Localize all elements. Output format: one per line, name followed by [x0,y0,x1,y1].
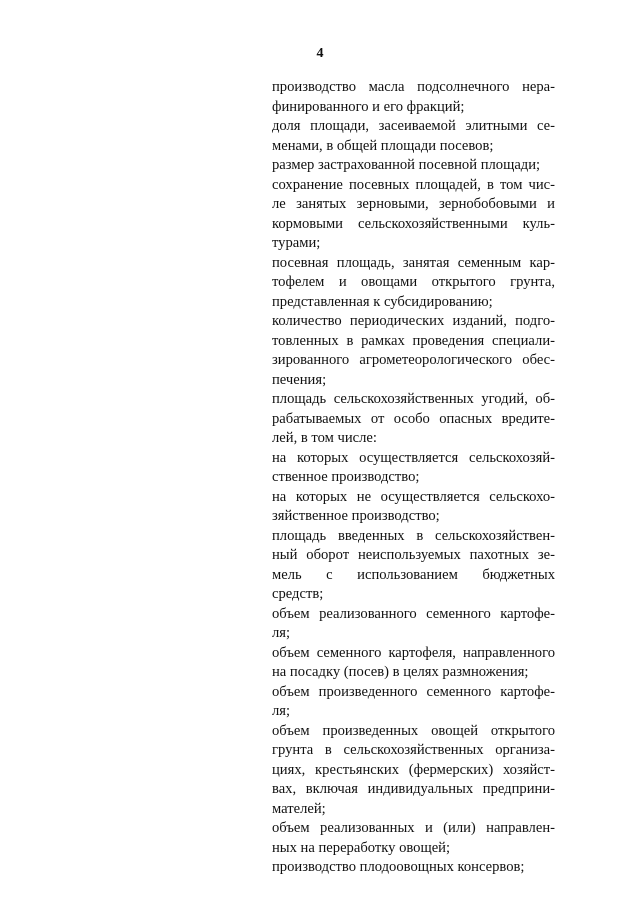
text-line: на посадку (посев) в целях размножения; [272,664,529,680]
text-line: кормовыми сельскохозяйственными куль- [272,215,555,232]
text-line: циях, крестьянских (фермерских) хозяйст- [272,761,555,778]
text-line: на которых не осуществляется сельскохо- [272,488,555,505]
text-line: рабатываемых от особо опасных вредите- [272,410,555,427]
text-line: доля площади, засеиваемой элитными се- [272,118,555,134]
page-number: 4 [316,46,324,61]
text-line: представленная к субсидированию; [272,293,493,310]
text-line: площадь введенных в сельскохозяйствен- [272,527,555,544]
text-line: грунта в сельскохозяйственных организа- [272,742,555,758]
text-line: печения; [272,371,327,388]
text-line: товленных в рамках проведения специали- [272,332,555,349]
text-line: объем произведенных овощей открытого [272,722,555,739]
text-line: мель с использованием бюджетных [272,566,555,583]
text-line: производство масла подсолнечного нера- [272,79,555,95]
text-line: лей, в том числе: [272,430,377,446]
text-line: объем реализованного семенного картофе- [272,605,555,622]
text-line: посевная площадь, занятая семенным кар- [272,254,555,271]
text-line: менами, в общей площади посевов; [272,137,494,154]
text-line: мателей; [272,800,326,817]
text-line: объем произведенного семенного картофе- [272,683,555,700]
text-line: вах, включая индивидуальных предприни- [272,781,555,797]
text-line: объем реализованных и (или) направлен- [272,820,555,836]
text-line: тофелем и овощами открытого грунта, [272,274,555,290]
text-line: ственное производство; [272,469,420,485]
text-line: ля; [272,703,291,719]
text-line: площадь сельскохозяйственных угодий, об- [272,391,555,407]
body-text [272,78,555,878]
text-line: турами; [272,235,321,251]
text-line: объем семенного картофеля, направленного [272,644,555,661]
text-line: финированного и его фракций; [272,98,465,115]
text-line: количество периодических изданий, подго- [272,313,555,329]
text-line: зяйственное производство; [272,508,440,524]
text-line: ле занятых зерновыми, зернобобовыми и [272,196,555,212]
text-line: на которых осуществляется сельскохозяй- [272,449,555,466]
text-line: сохранение посевных площадей, в том чис- [272,176,555,193]
text-line: ный оборот неиспользуемых пахотных зе- [272,547,555,563]
text-line: производство плодоовощных консервов; [272,859,525,875]
text-line: размер застрахованной посевной площади; [272,157,541,173]
text-line: ных на переработку овощей; [272,839,451,856]
text-line: зированного агрометеорологического обес- [272,352,555,368]
text-line: средств; [272,586,324,602]
text-line: ля; [272,625,291,641]
